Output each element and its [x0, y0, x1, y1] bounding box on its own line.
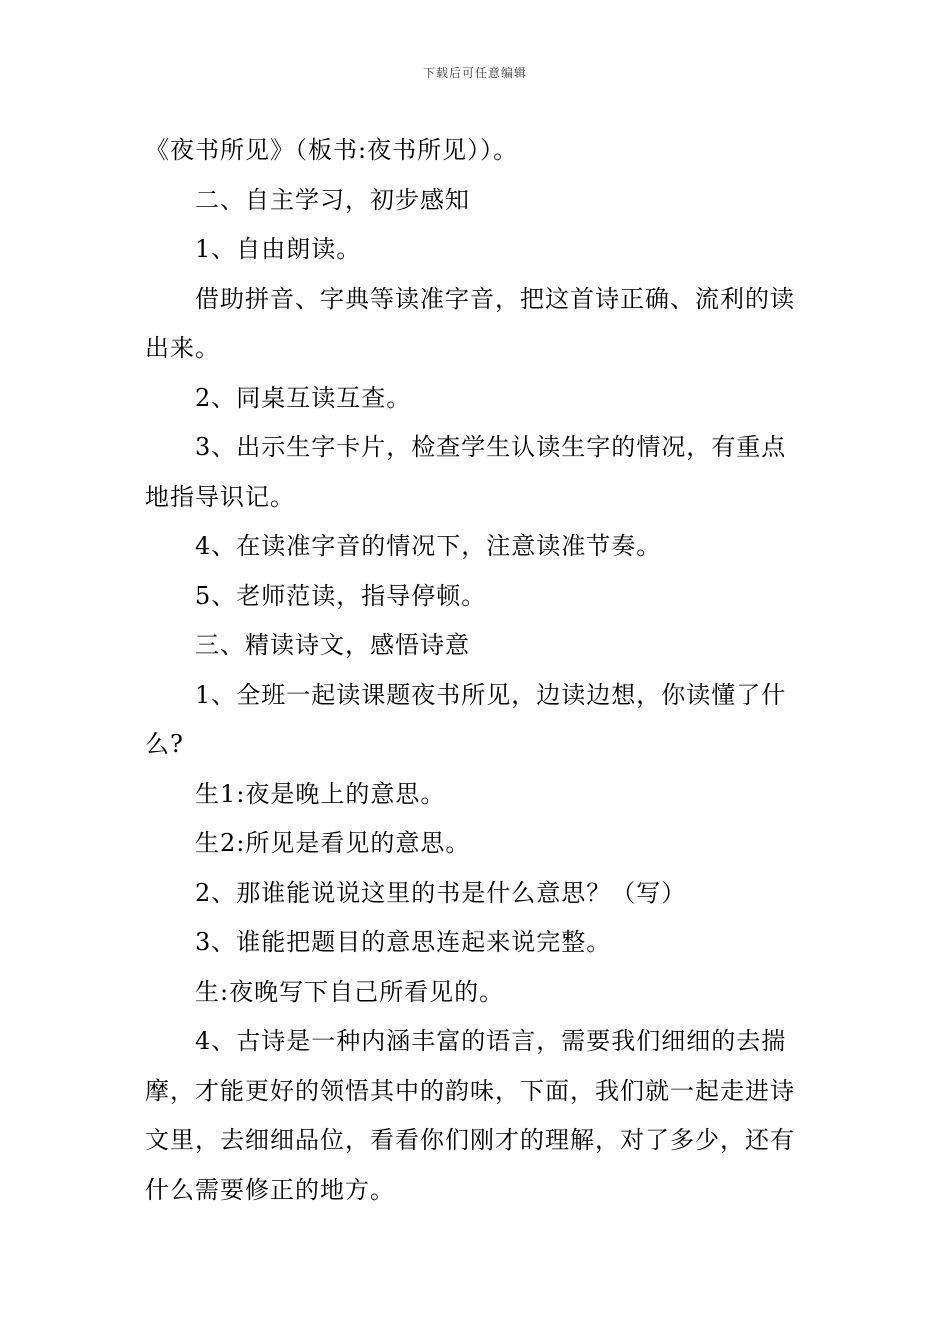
paragraph: 借助拼音、字典等读准字音，把这首诗正确、流利的读出来。: [145, 284, 795, 362]
section-heading: 二、自主学习，初步感知: [195, 185, 470, 214]
paragraph: 2、同桌互读互查。: [195, 383, 412, 412]
section-heading: 三、精读诗文，感悟诗意: [195, 631, 470, 659]
paragraph: 2、那谁能说说这里的书是什么意思？（写）: [195, 878, 687, 907]
paragraph: 生:夜晚写下自己所看见的。: [195, 977, 505, 1006]
paragraph: 1、全班一起读课题夜书所见，边读边想，你读懂了什么?: [145, 680, 787, 758]
paragraph: 《夜书所见》（板书:夜书所见））。: [145, 136, 519, 164]
body-text: [145, 126, 810, 1215]
paragraph: 3、出示生字卡片，检查学生认读生字的情况，有重点地指导识记。: [145, 433, 787, 511]
paragraph: 生1:夜是晚上的意思。: [195, 779, 446, 808]
header-note: 下载后可任意编辑: [422, 66, 527, 80]
paragraph: 生2:所见是看见的意思。: [195, 829, 471, 857]
paragraph: 5、老师范读，指导停顿。: [195, 581, 487, 610]
paragraph: 4、在读准字音的情况下，注意读准节奏。: [195, 532, 662, 560]
paragraph: 1、自由朗读。: [195, 235, 362, 263]
paragraph: 4、古诗是一种内涵丰富的语言，需要我们细细的去揣摩，才能更好的领悟其中的韵味，下面，我们就一起走进诗文里，去细细品位，看看你们刚才的理解，对了多少，还有什么需要修正的地方。: [145, 1027, 795, 1204]
paragraph: 3、谁能把题目的意思连起来说完整。: [195, 928, 612, 956]
